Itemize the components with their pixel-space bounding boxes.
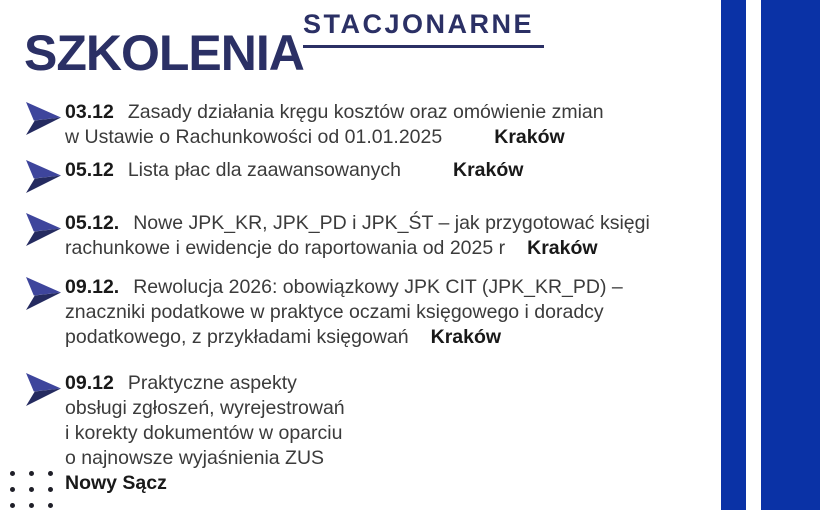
training-item	[25, 158, 720, 194]
training-date: 05.12	[65, 159, 114, 181]
dot	[29, 487, 34, 492]
blue-bar-thin	[721, 0, 746, 510]
training-title-line: podatkowego, z przykładami księgowań	[65, 326, 409, 348]
training-date: 05.12.	[65, 212, 120, 234]
training-city: Nowy Sącz	[65, 472, 167, 494]
training-city: Kraków	[430, 326, 502, 348]
training-date: 09.12.	[65, 276, 120, 298]
dot	[29, 503, 34, 508]
training-item	[25, 211, 720, 261]
training-date: 09.12	[65, 372, 114, 394]
dot	[48, 471, 53, 476]
dot	[29, 471, 34, 476]
training-title-line: w Ustawie o Rachunkowości od 01.01.2025	[65, 126, 443, 148]
blue-bar-wide	[761, 0, 820, 510]
training-title-line: znaczniki podatkowe w praktyce oczami księgowego i doradcy	[65, 301, 604, 323]
training-title-line: Nowe JPK_KR, JPK_PD i JPK_ŚT – jak przygotować księgi	[133, 212, 650, 234]
arrow-icon	[25, 371, 65, 407]
arrow-icon	[25, 211, 65, 247]
training-item	[25, 100, 720, 150]
training-date: 03.12	[65, 101, 114, 123]
dot	[10, 503, 15, 508]
training-title-line: Lista płac dla zaawansowanych	[127, 159, 401, 181]
training-city: Kraków	[494, 126, 565, 148]
training-item	[25, 371, 720, 496]
training-title-line: rachunkowe i ewidencje do raportowania od 2025 r	[65, 237, 506, 259]
training-title-line: obsługi zgłoszeń, wyrejestrowań	[65, 397, 345, 419]
training-city: Kraków	[452, 159, 524, 181]
training-list	[25, 100, 720, 496]
dot	[48, 503, 53, 508]
dot	[48, 487, 53, 492]
training-item	[25, 275, 720, 350]
training-city: Kraków	[527, 237, 598, 259]
training-title-line: Rewolucja 2026: obowiązkowy JPK CIT (JPK_KR_PD) –	[133, 276, 623, 298]
arrow-icon	[25, 275, 65, 311]
training-title-line: Praktyczne aspekty	[127, 372, 297, 394]
arrow-icon	[25, 158, 65, 194]
training-title-line: Zasady działania kręgu kosztów oraz omówienie zmian	[127, 101, 604, 123]
arrow-icon	[25, 100, 65, 136]
training-title-line: i korekty dokumentów w oparciu	[65, 422, 343, 444]
dot	[10, 471, 15, 476]
page-title: SZKOLENIA	[24, 25, 304, 81]
dot	[10, 487, 15, 492]
dots-decoration	[10, 471, 53, 508]
page-subtitle: STACJONARNE	[303, 10, 544, 48]
training-title-line: o najnowsze wyjaśnienia ZUS	[65, 447, 325, 469]
